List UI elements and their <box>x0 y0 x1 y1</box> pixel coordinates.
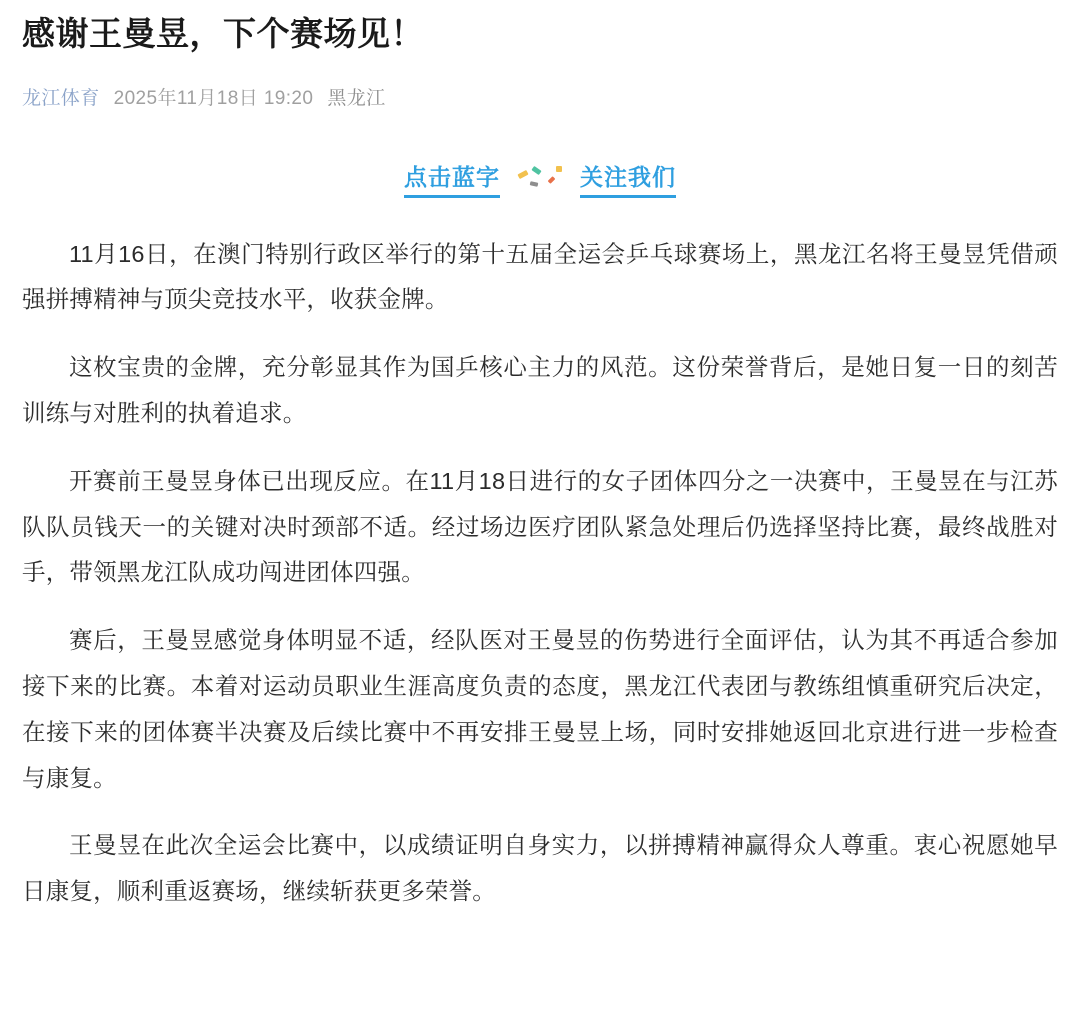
paragraph: 11月16日，在澳门特别行政区举行的第十五届全运会乒乓球赛场上，黑龙江名将王曼昱凭借顽强拼搏精神与顶尖竞技水平，收获金牌。 <box>22 240 1058 313</box>
follow-us-text[interactable]: 关注我们 <box>580 159 676 198</box>
page-title: 感谢王曼昱，下个赛场见！ <box>22 15 424 52</box>
click-blue-text[interactable]: 点击蓝字 <box>404 159 500 198</box>
follow-banner <box>22 156 1058 202</box>
meta-region: 黑龙江 <box>327 87 386 109</box>
confetti-icon <box>516 162 564 196</box>
meta-timestamp: 2025年11月18日 19:20 <box>113 87 314 109</box>
paragraph: 赛后，王曼昱感觉身体明显不适，经队医对王曼昱的伤势进行全面评估，认为其不再适合参加接下来的比赛。本着对运动员职业生涯高度负责的态度，黑龙江代表团与教练组慎重研究后决定，在接下来的团体赛半决赛及后续比赛中不再安排王曼昱上场，同时安排她返回北京进行进一步检查与康复。 <box>22 627 1058 791</box>
article-meta <box>22 83 1058 110</box>
meta-source[interactable]: 龙江体育 <box>22 87 100 109</box>
paragraph: 王曼昱在此次全运会比赛中，以成绩证明自身实力，以拼搏精神赢得众人尊重。衷心祝愿她早日康复，顺利重返赛场，继续斩获更多荣誉。 <box>22 832 1058 905</box>
paragraph: 这枚宝贵的金牌，充分彰显其作为国乒核心主力的风范。这份荣誉背后，是她日复一日的刻苦训练与对胜利的执着追求。 <box>22 354 1058 426</box>
article-body <box>22 232 1058 916</box>
paragraph: 开赛前王曼昱身体已出现反应。在11月18日进行的女子团体四分之一决赛中，王曼昱在与江苏队队员钱天一的关键对决时颈部不适。经过场边医疗团队紧急处理后仍选择坚持比赛，最终战胜对手，带领黑龙江队成功闯进团体四强。 <box>22 467 1058 586</box>
